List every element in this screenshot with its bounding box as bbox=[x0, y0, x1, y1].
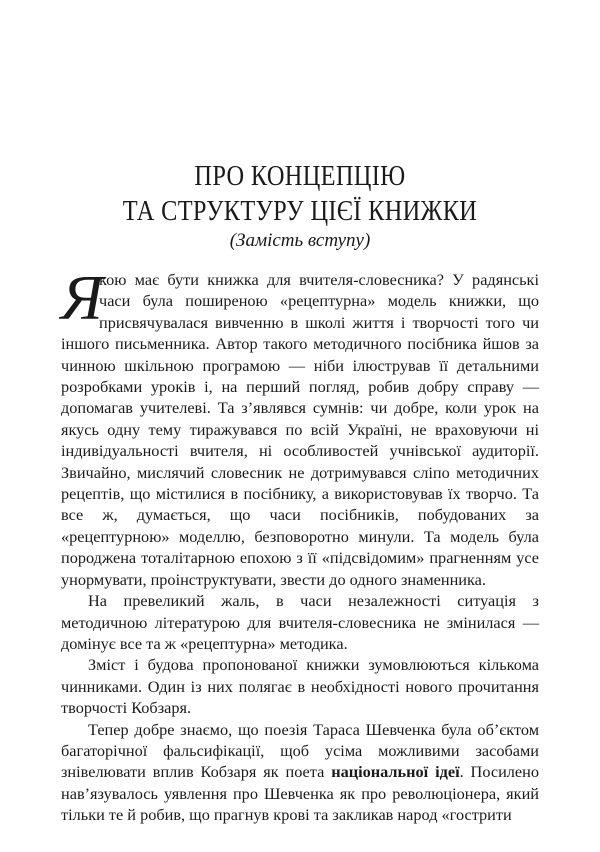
chapter-title-line-2: ТА СТРУКТУРУ ЦІЄЇ КНИЖКИ bbox=[122, 195, 478, 227]
emphasis-national-idea: національної ідеї bbox=[331, 762, 460, 782]
paragraph-2: На превеликий жаль, в часи незалежності ситуація з методичною літературою для вчителя-словесника не змінилася — домінує все та ж «рецептурна» методика. bbox=[61, 591, 539, 653]
paragraph-4-text-start: Тепер добре знаємо, що поезія Тараса Шевченка була об’єктом багаторічної фальсифікації, щоб усіма можливими засобами знівелювати вплив Кобзаря як поета bbox=[61, 719, 539, 782]
chapter-subtitle: (Замість вступу) bbox=[229, 230, 371, 251]
paragraph-1 bbox=[61, 262, 539, 590]
paragraph-4-text-end: . Посилено нав’язувалось уявлення про Шевченка як про революціонера, який тільки те й робив, що прагнув крові та закликав народ «гострити bbox=[61, 762, 540, 825]
body-text bbox=[61, 262, 540, 826]
paragraph-4 bbox=[61, 719, 539, 826]
paragraph-1-text: кою має бути книжка для вчителя-словесника? У радянські часи була поширеною «рецептурна» модель книжки, що присвячувалася вивченню в школі життя і творчості того чи іншого письменника. Автор такого методичного посібника йшов за чинною шкільною програмою — ніби ілюстрував її детальними розробками уроків і, на перший погляд, робив добру справу — допомагав учителеві. Та з’являвся сумнів: чи добре, коли урок на якусь одну тему тиражувався по всій Україні, не враховуючи ні індивідуальності вчителя, ні особливостей учнівської аудиторії. Звичайно, мислячий словесник не дотримувався сліпо методичних рецептів, що містилися в посібнику, а використовував їх творчо. Та все ж, думається, що часи посібників, побудованих за «рецептурною» моделлю, безповоротно минули. Та модель була породжена тоталітарною епохою з її «підсвідомим» прагненням усе унормувати, проінструктувати, звести до одного знаменника. bbox=[61, 270, 539, 589]
drop-cap: Я bbox=[61, 262, 104, 333]
paragraph-3: Зміст і будова пропонованої книжки зумовлюються кількома чинниками. Один із них полягає в необхідності нового прочитання творчості Кобзаря. bbox=[61, 655, 539, 718]
chapter-title-line-1: ПРО КОНЦЕПЦІЮ bbox=[194, 160, 406, 192]
